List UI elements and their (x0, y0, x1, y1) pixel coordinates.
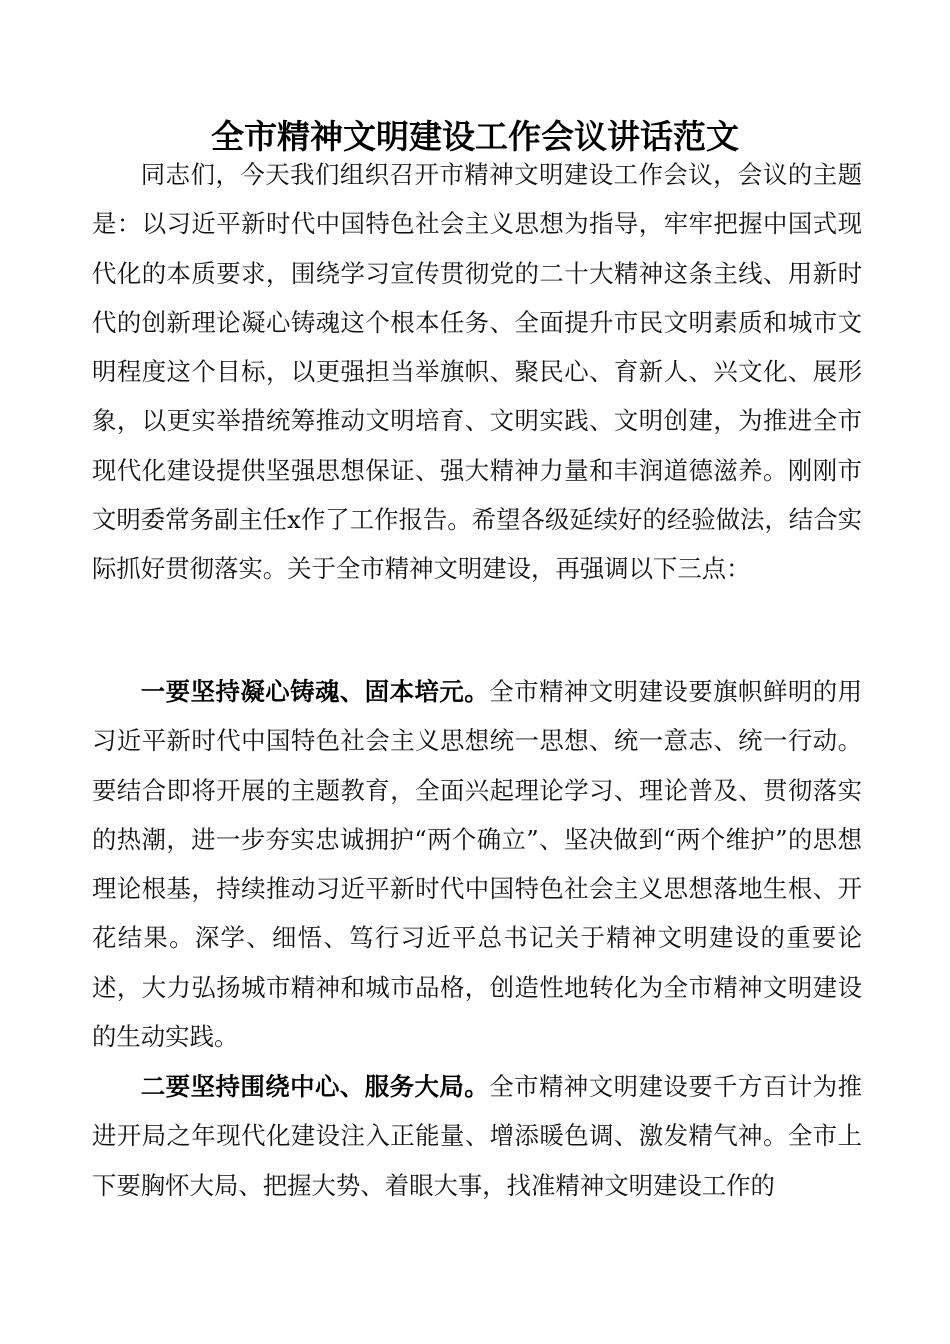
paragraph-point-two (92, 1062, 862, 1210)
paragraph-point-two-text: 全市精神文明建设要千方百计为推进开局之年现代化建设注入正能量、增添暖色调、激发精气神。全市上下要胸怀大局、把握大势、着眼大事，找准精神文明建设工作的 (92, 1072, 862, 1200)
paragraph-point-one (92, 667, 862, 1061)
paragraph-point-two-heading: 二要坚持围绕中心、服务大局。 (140, 1072, 490, 1101)
paragraph-point-one-heading: 一要坚持凝心铸魂、固本培元。 (140, 677, 490, 706)
paragraph-intro (92, 150, 862, 594)
document-title: 全市精神文明建设工作会议讲话范文 (211, 117, 739, 156)
paragraph-point-one-text: 全市精神文明建设要旗帜鲜明的用习近平新时代中国特色社会主义思想统一思想、统一意志、统一行动。要结合即将开展的主题教育，全面兴起理论学习、理论普及、贯彻落实的热潮，进一步夯实忠诚拥护“两个确立”、坚决做到“两个维护”的思想理论根基，持续推动习近平新时代中国特色社会主义思想落地生根、开花结果。深学、细悟、笃行习近平总书记关于精神文明建设的重要论述，大力弘扬城市精神和城市品格，创造性地转化为全市精神文明建设的生动实践。 (92, 677, 862, 1052)
paragraph-intro-text: 同志们，今天我们组织召开市精神文明建设工作会议，会议的主题是：以习近平新时代中国特色社会主义思想为指导，牢牢把握中国式现代化的本质要求，围绕学习宣传贯彻党的二十大精神这条主线、用新时代的创新理论凝心铸魂这个根本任务、全面提升市民文明素质和城市文明程度这个目标，以更强担当举旗帜、聚民心、育新人、兴文化、展形象，以更实举措统筹推动文明培育、文明实践、文明创建，为推进全市现代化建设提供坚强思想保证、强大精神力量和丰润道德滋养。刚刚市文明委常务副主任x作了工作报告。希望各级延续好的经验做法，结合实际抓好贯彻落实。关于全市精神文明建设，再强调以下三点： (92, 160, 862, 584)
